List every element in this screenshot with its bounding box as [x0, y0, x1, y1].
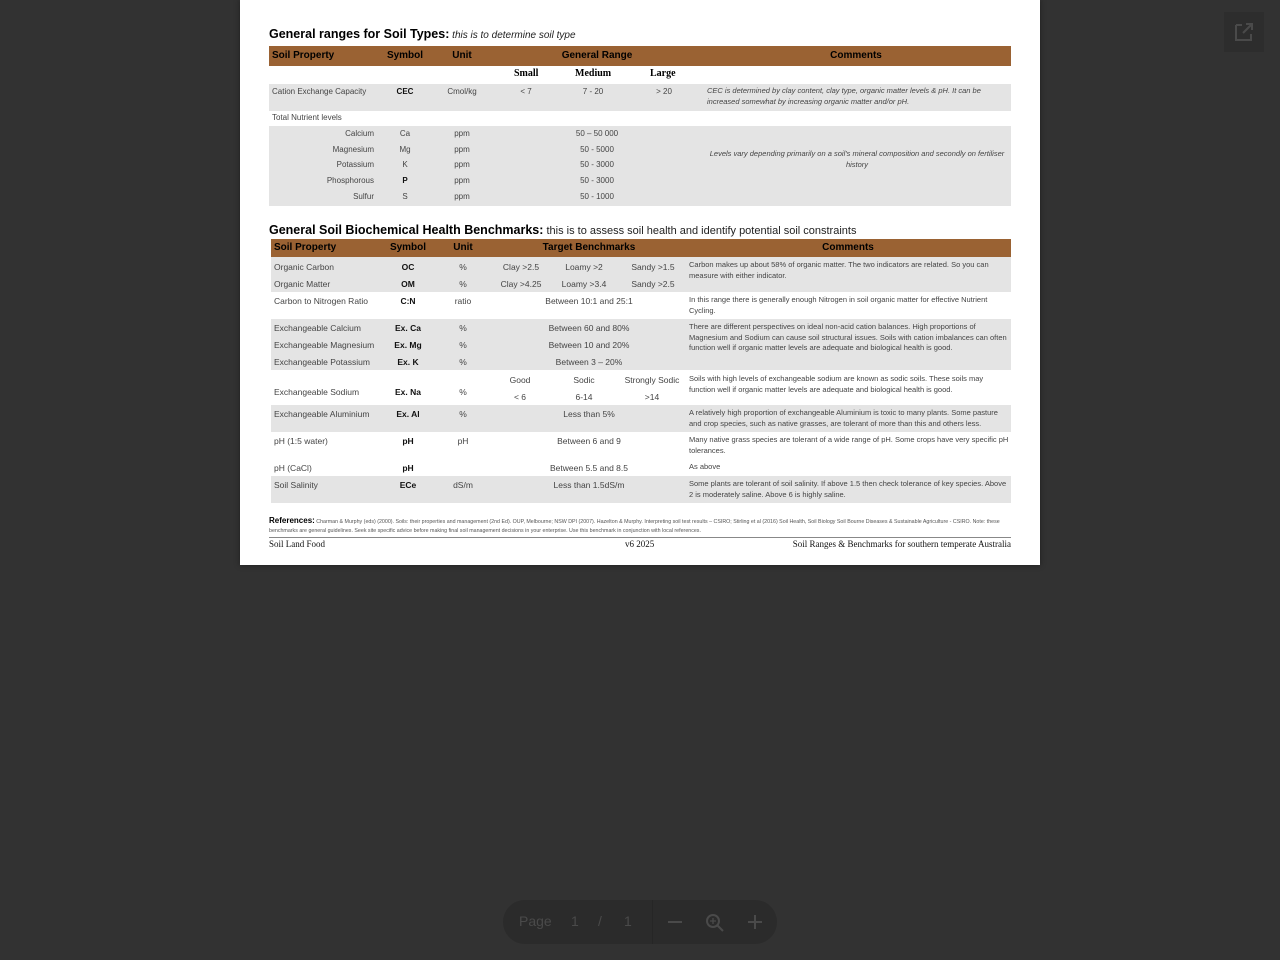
cell-property: pH (CaCl): [274, 463, 312, 473]
cell-unit: ppm: [454, 160, 470, 169]
cell-unit: ratio: [454, 296, 472, 306]
header-comments: Comments: [822, 242, 874, 253]
cell-unit: %: [459, 387, 467, 397]
references: [269, 516, 1011, 536]
cell-symbol: pH: [402, 463, 414, 473]
header-comments: Comments: [830, 50, 882, 61]
table-row-organic: [271, 257, 1011, 292]
table-row-sodium: [271, 370, 1011, 404]
nutrients-label: Total Nutrient levels: [272, 113, 342, 122]
cell-good-label: Good: [509, 375, 531, 385]
cell-unit: %: [459, 323, 467, 333]
cell-unit: ppm: [454, 192, 470, 201]
cell-clay: Clay >2.5: [502, 262, 540, 272]
toolbar-divider: [652, 900, 653, 944]
cell-symbol: C:N: [400, 296, 416, 306]
table-row-nutrient: [269, 192, 689, 204]
cell-range: 50 - 3000: [580, 176, 614, 185]
header-symbol: Symbol: [389, 242, 427, 253]
footer-center: v6 2025: [625, 539, 655, 549]
cell-target: Between 5.5 and 8.5: [550, 463, 628, 473]
open-external-icon: [1224, 12, 1264, 52]
zoom-out-icon[interactable]: [666, 913, 684, 931]
cell-property: Exchangeable Calcium: [274, 323, 361, 333]
section1-heading: General ranges for Soil Types:: [269, 27, 450, 41]
cell-comment: In this range there is generally enough Nitrogen in soil organic matter for effective Nutrient Cycling.: [689, 295, 988, 315]
section2-subtitle: this is to assess soil health and identify potential soil constraints: [543, 225, 857, 237]
section2-heading: General Soil Biochemical Health Benchmarks:: [269, 223, 544, 237]
cell-range: 50 - 3000: [580, 160, 614, 169]
cell-comment: CEC is determined by clay content, clay type, organic matter levels & pH. It can be increased somewhat by increasing organic matter and/or pH.: [707, 86, 981, 106]
references-text: Charman & Murphy (eds) (2000). Soils: their properties and management (2nd Ed). OUP, Melbourne; NSW DPI (2007). Hazelton & Murphy. Interpreting soil test results – CSIRO; Stirling et al (2016) Soil Health, Soil Biology Soil Bourne Diseases & Sustainable Agriculture - CSIRO. Note: these benchmarks are general guidelines. Seek site specific advice before making final soil management decisions in your enterprise. Use this benchmark in conjunction with local references.: [269, 519, 1000, 534]
cell-symbol: OM: [401, 279, 415, 289]
open-external-button[interactable]: [1224, 12, 1264, 52]
table-row-nutrient: [269, 176, 689, 188]
cell-name: Calcium: [345, 129, 374, 138]
cell-unit: %: [459, 409, 467, 419]
cell-target: Less than 1.5dS/m: [553, 480, 625, 490]
cell-symbol: Ex. Al: [396, 409, 420, 419]
cell-target: Between 6 and 9: [557, 436, 621, 446]
cell-medium: 7 - 20: [582, 87, 604, 96]
cell-property: Carbon to Nitrogen Ratio: [274, 296, 369, 306]
cell-unit: Cmol/kg: [447, 87, 477, 96]
cell-symbol: K: [402, 160, 408, 169]
cell-range: 50 – 50 000: [575, 129, 619, 138]
cell-symbol: S: [402, 192, 408, 201]
table-row-ph-cacl: [271, 459, 1011, 476]
cell-property: Organic Carbon: [274, 262, 335, 272]
cell-target: Between 10 and 20%: [548, 340, 630, 350]
cell-comment: Many native grass species are tolerant of a wide range of pH. Some crops have very specific pH tolerances.: [689, 435, 1009, 455]
cell-property: Exchangeable Magnesium: [274, 340, 375, 350]
table-row-nutrient: [269, 145, 689, 157]
table-row-nutrient: [269, 160, 689, 172]
references-label: References:: [269, 516, 315, 525]
footer-left: Soil Land Food: [269, 539, 326, 549]
zoom-fit-icon[interactable]: [705, 913, 725, 933]
cell-target: Between 10:1 and 25:1: [545, 296, 633, 306]
cell-unit: %: [459, 262, 467, 272]
cell-name: Potassium: [336, 160, 374, 169]
subheader-small: Small: [514, 68, 539, 79]
cell-strong-label: Strongly Sodic: [624, 375, 680, 385]
zoom-in-icon[interactable]: [746, 913, 764, 931]
cell-loamy: Loamy >3.4: [561, 279, 607, 289]
cell-symbol: Ex. Ca: [395, 323, 421, 333]
cell-symbol: CEC: [396, 87, 414, 96]
subheader-medium: Medium: [575, 68, 612, 79]
cell-target: Between 60 and 80%: [548, 323, 630, 333]
cell-target: Between 3 – 20%: [555, 357, 623, 367]
pdf-toolbar: [503, 900, 777, 944]
cell-comment: There are different perspectives on ideal non-acid cation balances. High proportions of Magnesium and Sodium can cause soil structural issues. Soils with cation imbalances can often function well if organic matter levels are adequate and biological health is good.: [689, 322, 1007, 352]
cell-comment: A relatively high proportion of exchangeable Aluminium is toxic to many plants. Some pasture and crop species, such as native grasses, are tolerant of more than this and others less.: [689, 408, 998, 428]
cell-comment: Carbon makes up about 58% of organic matter. The two indicators are related. So you can measure with either indicator.: [689, 260, 989, 280]
cell-unit: ppm: [454, 176, 470, 185]
cell-symbol: ECe: [399, 480, 417, 490]
cell-sodic: 6-14: [575, 392, 593, 402]
section1-subtitle: this is to determine soil type: [449, 30, 576, 41]
section2-title: [269, 223, 856, 237]
table-row-nutrients-label: [269, 111, 1011, 126]
cell-unit: ppm: [454, 129, 470, 138]
table-row-cec: [269, 84, 1011, 111]
cell-clay: Clay >4.25: [500, 279, 542, 289]
header-unit: Unit: [452, 50, 472, 61]
cell-good: < 6: [513, 392, 527, 402]
cell-property: Organic Matter: [274, 279, 331, 289]
cell-large: > 20: [656, 87, 672, 96]
cell-comment: Some plants are tolerant of soil salinity. If above 1.5 then check tolerance of key species. Above 2 is moderately saline. Above 6 is highly saline.: [689, 479, 1007, 499]
header-target-benchmarks: Target Benchmarks: [542, 242, 636, 253]
header-unit: Unit: [453, 242, 473, 253]
current-page-input[interactable]: 1: [571, 913, 579, 929]
table-row-cations: [271, 319, 1011, 370]
cell-unit: %: [459, 279, 467, 289]
cell-small: < 7: [520, 87, 532, 96]
table-row-aluminium: [271, 405, 1011, 432]
header-general-range: General Range: [561, 50, 633, 61]
subheader-large: Large: [650, 68, 676, 79]
cell-strong: >14: [644, 392, 660, 402]
cell-symbol: Mg: [399, 145, 411, 154]
cell-name: Sulfur: [353, 192, 374, 201]
cell-comment: Soils with high levels of exchangeable sodium are known as sodic soils. These soils may function well if organic matter levels are adequate and biological health is good.: [689, 374, 984, 394]
cell-name: Magnesium: [332, 145, 374, 154]
cell-name: Phosphorous: [326, 176, 374, 185]
table-row-nutrient: [269, 129, 689, 141]
cell-range: 50 - 1000: [580, 192, 614, 201]
page-label: Page: [519, 913, 552, 929]
cell-property: Soil Salinity: [274, 480, 318, 490]
cell-unit: pH: [457, 436, 469, 446]
header-soil-property: Soil Property: [272, 50, 335, 61]
cell-property: pH (1:5 water): [274, 436, 328, 446]
header-soil-property: Soil Property: [274, 242, 337, 253]
section1-title: [269, 27, 576, 41]
section1-header-row: [269, 46, 1011, 66]
cell-symbol: Ca: [399, 129, 411, 138]
cell-property: Exchangeable Aluminium: [274, 409, 370, 419]
cell-symbol: pH: [402, 436, 414, 446]
table-row-ph-water: [271, 432, 1011, 459]
cell-sandy: Sandy >2.5: [631, 279, 675, 289]
cell-symbol: Ex. Mg: [394, 340, 422, 350]
cell-symbol: Ex. K: [397, 357, 419, 367]
cell-range: 50 - 5000: [580, 145, 614, 154]
cell-property: Cation Exchange Capacity: [272, 87, 367, 96]
cell-property: Exchangeable Potassium: [274, 357, 370, 367]
cell-symbol: P: [402, 176, 408, 185]
footer-right: Soil Ranges & Benchmarks for southern temperate Australia: [792, 539, 1011, 549]
pdf-page: [240, 0, 1040, 565]
cell-unit: ppm: [454, 145, 470, 154]
nutrients-comment: Levels vary depending primarily on a soil's mineral composition and secondly on fertiliser history: [709, 149, 1005, 169]
cell-symbol: Ex. Na: [395, 387, 421, 397]
nutrients-block: [269, 126, 1011, 206]
cell-unit: %: [459, 340, 467, 350]
cell-loamy: Loamy >2: [565, 262, 603, 272]
cell-unit: %: [459, 357, 467, 367]
cell-symbol: OC: [401, 262, 415, 272]
header-symbol: Symbol: [386, 50, 424, 61]
cell-property: Exchangeable Sodium: [274, 387, 360, 397]
table-row-salinity: [271, 476, 1011, 503]
total-pages: 1: [624, 913, 632, 929]
table-row-cn: [271, 292, 1011, 318]
cell-unit: dS/m: [453, 480, 473, 490]
cell-comment: As above: [689, 462, 721, 471]
section2-header-row: [271, 239, 1011, 257]
cell-sandy: Sandy >1.5: [631, 262, 675, 272]
footer-divider: [269, 537, 1011, 538]
page-separator: /: [598, 913, 602, 929]
cell-target: Less than 5%: [563, 409, 615, 419]
cell-sodic-label: Sodic: [573, 375, 595, 385]
